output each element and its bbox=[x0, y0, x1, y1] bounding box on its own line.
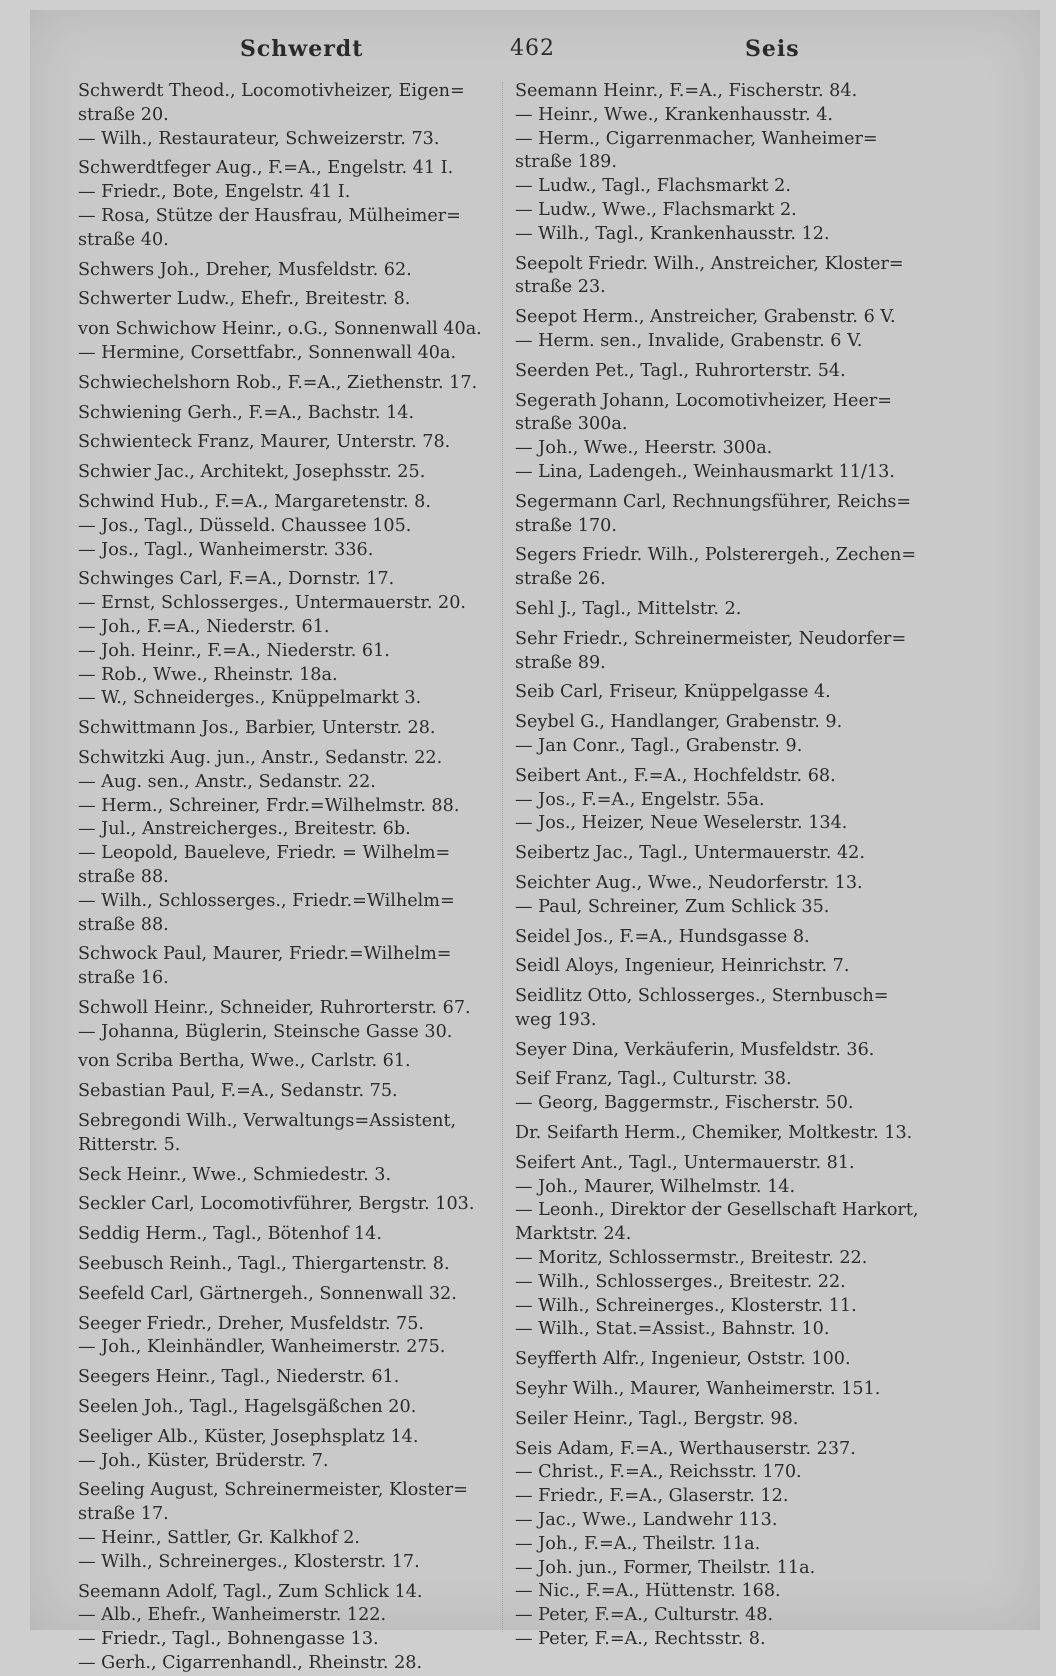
right-column bbox=[515, 80, 935, 1652]
directory-entry: Schwiechelshorn Rob., F.=A., Ziethenstr. 17. bbox=[78, 372, 478, 393]
directory-entry: Seyfferth Alfr., Ingenieur, Oststr. 100. bbox=[515, 1349, 851, 1370]
directory-entry: Schwier Jac., Architekt, Josephsstr. 25. bbox=[78, 462, 426, 483]
directory-entry: — Lina, Ladengeh., Weinhausmarkt 11/13. bbox=[515, 461, 895, 482]
directory-entry: Seemann Heinr., F.=A., Fischerstr. 84. bbox=[515, 81, 858, 101]
directory-entry: straße 170. bbox=[515, 515, 617, 536]
directory-entry: — Paul, Schreiner, Zum Schlick 35. bbox=[515, 896, 830, 917]
directory-entry: Schwiening Gerh., F.=A., Bachstr. 14. bbox=[78, 402, 415, 423]
directory-entry: Seckler Carl, Locomotivführer, Bergstr. 103. bbox=[78, 1194, 475, 1215]
directory-entry: — Jac., Wwe., Landwehr 113. bbox=[515, 1510, 778, 1531]
directory-entry: — Peter, F.=A., Culturstr. 48. bbox=[515, 1605, 774, 1626]
directory-entry: Seepolt Friedr. Wilh., Anstreicher, Kloster= bbox=[515, 253, 904, 274]
directory-entry: — Leonh., Direktor der Gesellschaft Harkort, bbox=[515, 1200, 919, 1221]
directory-entry: Seefeld Carl, Gärtnergeh., Sonnenwall 32. bbox=[78, 1283, 457, 1304]
directory-entry: Seegers Heinr., Tagl., Niederstr. 61. bbox=[78, 1367, 400, 1388]
directory-entry: — Joh., F.=A., Theilstr. 11a. bbox=[515, 1533, 761, 1554]
directory-entry: — Wilh., Stat.=Assist., Bahnstr. 10. bbox=[515, 1319, 830, 1340]
directory-entry: straße 16. bbox=[78, 968, 169, 989]
directory-entry: — Hermine, Corsettfabr., Sonnenwall 40a. bbox=[78, 342, 457, 363]
directory-entry: — Herm., Cigarrenmacher, Wanheimer= bbox=[515, 128, 878, 149]
directory-entry: Sehr Friedr., Schreinermeister, Neudorfer= bbox=[515, 628, 907, 649]
directory-entry: Segers Friedr. Wilh., Polsterergeh., Zechen= bbox=[515, 545, 917, 566]
directory-entry: — Johanna, Büglerin, Steinsche Gasse 30. bbox=[78, 1021, 453, 1042]
directory-entry: — Nic., F.=A., Hüttenstr. 168. bbox=[515, 1581, 781, 1602]
directory-entry: Seybel G., Handlanger, Grabenstr. 9. bbox=[515, 712, 843, 733]
directory-entry: Sebregondi Wilh., Verwaltungs=Assistent, bbox=[78, 1111, 457, 1132]
directory-entry: Seepot Herm., Anstreicher, Grabenstr. 6 V. bbox=[515, 307, 896, 328]
directory-entry: weg 193. bbox=[515, 1009, 597, 1030]
directory-entry: Segermann Carl, Rechnungsführer, Reichs= bbox=[515, 491, 912, 512]
directory-entry: — Ludw., Tagl., Flachsmarkt 2. bbox=[515, 176, 791, 197]
page-number: 462 bbox=[510, 36, 555, 61]
directory-entry: Schwerdt Theod., Locomotivheizer, Eigen= bbox=[78, 81, 465, 101]
directory-entry: Seyer Dina, Verkäuferin, Musfeldstr. 36. bbox=[515, 1039, 875, 1060]
directory-entry: Schwienteck Franz, Maurer, Unterstr. 78. bbox=[78, 432, 451, 453]
directory-entry: Seiler Heinr., Tagl., Bergstr. 98. bbox=[515, 1408, 799, 1429]
directory-entry: — Rosa, Stütze der Hausfrau, Mülheimer= bbox=[78, 205, 461, 226]
page-header bbox=[90, 28, 970, 74]
directory-entry: — Jos., Heizer, Neue Weselerstr. 134. bbox=[515, 813, 848, 834]
directory-entry: — Wilh., Tagl., Krankenhausstr. 12. bbox=[515, 223, 830, 244]
directory-entry: — Rob., Wwe., Rheinstr. 18a. bbox=[78, 664, 338, 685]
directory-entry: — Wilh., Schlosserges., Breitestr. 22. bbox=[515, 1271, 846, 1292]
directory-entry: straße 189. bbox=[515, 152, 617, 173]
directory-entry: straße 88. bbox=[78, 914, 169, 935]
directory-entry: Sebastian Paul, F.=A., Sedanstr. 75. bbox=[78, 1081, 398, 1102]
directory-entry: Dr. Seifarth Herm., Chemiker, Moltkestr. 13. bbox=[515, 1123, 913, 1144]
left-column bbox=[78, 80, 498, 1676]
directory-entry: Schwock Paul, Maurer, Friedr.=Wilhelm= bbox=[78, 944, 452, 965]
directory-entry: Ritterstr. 5. bbox=[78, 1134, 181, 1155]
directory-entry: Schwerter Ludw., Ehefr., Breitestr. 8. bbox=[78, 289, 411, 310]
column-divider bbox=[502, 82, 503, 1632]
directory-entry: Seis Adam, F.=A., Werthauserstr. 237. bbox=[515, 1438, 856, 1459]
directory-entry: — Christ., F.=A., Reichsstr. 170. bbox=[515, 1462, 802, 1483]
directory-entry: Marktstr. 24. bbox=[515, 1224, 632, 1245]
directory-entry: — Joh., Maurer, Wilhelmstr. 14. bbox=[515, 1176, 796, 1197]
directory-entry: — Alb., Ehefr., Wanheimerstr. 122. bbox=[78, 1605, 387, 1626]
directory-entry: Seeling August, Schreinermeister, Kloster= bbox=[78, 1480, 468, 1501]
directory-entry: Schwittmann Jos., Barbier, Unterstr. 28. bbox=[78, 718, 436, 739]
directory-page bbox=[30, 10, 1040, 1674]
directory-entry: Seidlitz Otto, Schlosserges., Sternbusch= bbox=[515, 986, 889, 1007]
directory-entry: straße 20. bbox=[78, 104, 169, 125]
directory-entry: Sehl J., Tagl., Mittelstr. 2. bbox=[515, 598, 742, 619]
directory-entry: — Friedr., Tagl., Bohnengasse 13. bbox=[78, 1629, 379, 1650]
directory-entry: Seib Carl, Friseur, Knüppelgasse 4. bbox=[515, 682, 831, 703]
directory-entry: — Aug. sen., Anstr., Sedanstr. 22. bbox=[78, 771, 376, 792]
directory-entry: Schwind Hub., F.=A., Margaretenstr. 8. bbox=[78, 491, 431, 512]
header-right-name: Seis bbox=[745, 36, 800, 62]
directory-entry: — Jul., Anstreicherges., Breitestr. 6b. bbox=[78, 819, 411, 840]
directory-entry: — Joh., Küster, Brüderstr. 7. bbox=[78, 1450, 329, 1471]
header-left-name: Schwerdt bbox=[240, 36, 364, 62]
directory-entry: — Heinr., Wwe., Krankenhausstr. 4. bbox=[515, 104, 833, 125]
directory-entry: Seichter Aug., Wwe., Neudorferstr. 13. bbox=[515, 872, 863, 893]
directory-entry: Seidel Jos., F.=A., Hundsgasse 8. bbox=[515, 926, 810, 947]
directory-entry: Schwoll Heinr., Schneider, Ruhrorterstr. 67. bbox=[78, 997, 471, 1018]
directory-entry: — W., Schneiderges., Knüppelmarkt 3. bbox=[78, 688, 422, 709]
directory-entry: Seck Heinr., Wwe., Schmiedestr. 3. bbox=[78, 1164, 392, 1185]
directory-entry: — Jan Conr., Tagl., Grabenstr. 9. bbox=[515, 735, 803, 756]
directory-entry: — Heinr., Sattler, Gr. Kalkhof 2. bbox=[78, 1528, 360, 1549]
directory-entry: — Wilh., Schlosserges., Friedr.=Wilhelm= bbox=[78, 890, 455, 911]
directory-entry: — Georg, Baggermstr., Fischerstr. 50. bbox=[515, 1093, 854, 1114]
directory-entry: Schwinges Carl, F.=A., Dornstr. 17. bbox=[78, 569, 395, 590]
directory-entry: Seibert Ant., F.=A., Hochfeldstr. 68. bbox=[515, 765, 836, 786]
directory-entry: Seeliger Alb., Küster, Josephsplatz 14. bbox=[78, 1426, 419, 1447]
directory-entry: — Ludw., Wwe., Flachsmarkt 2. bbox=[515, 199, 797, 220]
directory-entry: straße 88. bbox=[78, 866, 169, 887]
directory-entry: — Gerh., Cigarrenhandl., Rheinstr. 28. bbox=[78, 1653, 423, 1674]
directory-entry: — Wilh., Restaurateur, Schweizerstr. 73. bbox=[78, 128, 440, 149]
directory-entry: — Leopold, Baueleve, Friedr. = Wilhelm= bbox=[78, 843, 451, 864]
directory-entry: — Joh., F.=A., Niederstr. 61. bbox=[78, 616, 330, 637]
directory-entry: — Peter, F.=A., Rechtsstr. 8. bbox=[515, 1629, 766, 1650]
directory-entry: Schwers Joh., Dreher, Musfeldstr. 62. bbox=[78, 259, 412, 280]
directory-entry: Seemann Adolf, Tagl., Zum Schlick 14. bbox=[78, 1581, 423, 1602]
directory-entry: — Friedr., Bote, Engelstr. 41 I. bbox=[78, 182, 351, 203]
directory-entry: — Jos., Tagl., Düsseld. Chaussee 105. bbox=[78, 515, 412, 536]
directory-entry: — Jos., Tagl., Wanheimerstr. 336. bbox=[78, 539, 374, 560]
directory-entry: — Jos., F.=A., Engelstr. 55a. bbox=[515, 789, 765, 810]
directory-entry: — Moritz, Schlossermstr., Breitestr. 22. bbox=[515, 1248, 868, 1269]
directory-entry: straße 89. bbox=[515, 652, 606, 673]
directory-entry: Seerden Pet., Tagl., Ruhrorterstr. 54. bbox=[515, 360, 846, 381]
directory-entry: straße 17. bbox=[78, 1504, 169, 1525]
directory-entry: Seifert Ant., Tagl., Untermauerstr. 81. bbox=[515, 1152, 855, 1173]
directory-entry: — Joh. Heinr., F.=A., Niederstr. 61. bbox=[78, 640, 390, 661]
directory-entry: von Schwichow Heinr., o.G., Sonnenwall 40a. bbox=[78, 319, 482, 340]
directory-entry: Schwerdtfeger Aug., F.=A., Engelstr. 41 I. bbox=[78, 158, 454, 179]
directory-entry: — Wilh., Schreinerges., Klosterstr. 11. bbox=[515, 1295, 857, 1316]
directory-entry: — Herm., Schreiner, Frdr.=Wilhelmstr. 88. bbox=[78, 795, 460, 816]
directory-entry: Segerath Johann, Locomotivheizer, Heer= bbox=[515, 390, 893, 411]
directory-entry: straße 40. bbox=[78, 229, 169, 250]
directory-entry: — Joh. jun., Former, Theilstr. 11a. bbox=[515, 1557, 816, 1578]
directory-entry: straße 23. bbox=[515, 277, 606, 298]
directory-entry: Schwitzki Aug. jun., Anstr., Sedanstr. 22. bbox=[78, 747, 443, 768]
directory-entry: Seibertz Jac., Tagl., Untermauerstr. 42. bbox=[515, 843, 865, 864]
directory-entry: Seebusch Reinh., Tagl., Thiergartenstr. 8. bbox=[78, 1254, 450, 1275]
directory-entry: Seelen Joh., Tagl., Hagelsgäßchen 20. bbox=[78, 1397, 417, 1418]
directory-entry: Seidl Aloys, Ingenieur, Heinrichstr. 7. bbox=[515, 956, 850, 977]
directory-entry: — Friedr., F.=A., Glaserstr. 12. bbox=[515, 1486, 789, 1507]
directory-entry: — Wilh., Schreinerges., Klosterstr. 17. bbox=[78, 1551, 420, 1572]
directory-entry: — Joh., Wwe., Heerstr. 300a. bbox=[515, 438, 773, 459]
directory-entry: von Scriba Bertha, Wwe., Carlstr. 61. bbox=[78, 1051, 411, 1072]
directory-entry: Seyhr Wilh., Maurer, Wanheimerstr. 151. bbox=[515, 1379, 881, 1400]
directory-entry: Seif Franz, Tagl., Culturstr. 38. bbox=[515, 1069, 792, 1090]
directory-entry: straße 26. bbox=[515, 569, 606, 590]
directory-entry: Seddig Herm., Tagl., Bötenhof 14. bbox=[78, 1224, 382, 1245]
directory-entry: Seeger Friedr., Dreher, Musfeldstr. 75. bbox=[78, 1313, 424, 1334]
directory-entry: — Joh., Kleinhändler, Wanheimerstr. 275. bbox=[78, 1337, 446, 1358]
directory-entry: straße 300a. bbox=[515, 414, 628, 435]
directory-entry: — Ernst, Schlosserges., Untermauerstr. 20. bbox=[78, 593, 466, 614]
directory-entry: — Herm. sen., Invalide, Grabenstr. 6 V. bbox=[515, 330, 863, 351]
